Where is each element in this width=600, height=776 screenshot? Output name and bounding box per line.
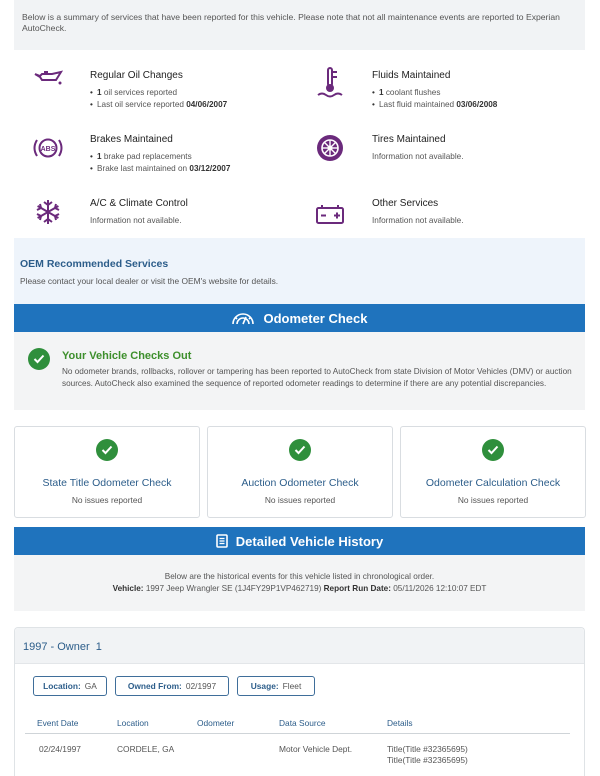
- service-lines: [90, 215, 181, 227]
- service-line: • Last oil service reported 04/06/2007: [90, 99, 227, 111]
- chip-location[interactable]: Location: GA: [33, 676, 107, 696]
- service-lines: [372, 87, 497, 111]
- service-brakes: [30, 114, 300, 174]
- banner-title: Odometer Check: [263, 310, 368, 326]
- thermometer-icon: [312, 64, 348, 100]
- service-title: Regular Oil Changes: [90, 70, 183, 81]
- service-title: Other Services: [372, 198, 439, 209]
- battery-icon: [312, 196, 348, 232]
- service-oil-changes: [30, 50, 300, 110]
- svg-text:ABS: ABS: [40, 146, 56, 153]
- card-title: Odometer Calculation Check: [425, 477, 561, 489]
- vehicle-value: 1997 Jeep Wrangler SE (1J4FY29P1VP462719): [145, 584, 322, 593]
- card-odometer-calculation: [400, 426, 586, 518]
- column-header: Location: [117, 718, 149, 728]
- checkmark-icon: [28, 348, 50, 370]
- table-row: [25, 734, 570, 774]
- service-summary-note: [14, 0, 585, 50]
- service-tires: [312, 114, 582, 174]
- column-header: Data Source: [279, 718, 326, 728]
- service-lines: [90, 151, 230, 175]
- service-line: • Brake last maintained on 03/12/2007: [90, 163, 230, 175]
- service-title: A/C & Climate Control: [90, 198, 188, 209]
- service-title: Fluids Maintained: [372, 70, 451, 81]
- detail-line: Title(Title #32365695): [387, 755, 468, 765]
- checkmark-icon: [96, 439, 118, 461]
- owner-title: 1997 - Owner 1: [23, 641, 102, 653]
- history-intro-line: Below are the historical events for this vehicle listed in chronological order.: [164, 572, 435, 581]
- service-line: • 1 coolant flushes: [372, 87, 497, 99]
- chip-usage[interactable]: Usage: Fleet: [237, 676, 315, 696]
- document-icon: [216, 534, 228, 548]
- checks-out-text: No odometer brands, rollbacks, rollover or tampering has been reported to AutoCheck from state Division of Motor Vehicles (DMV) or auction sources. AutoCheck also examined the sequence of reported odometer readings to determine if there are any potential discrepancies.: [62, 367, 572, 388]
- services-grid: [14, 50, 585, 238]
- service-lines: [90, 87, 227, 111]
- odometer-check-banner: [14, 304, 585, 332]
- service-line: • 1 oil services reported: [90, 87, 227, 99]
- oem-title: OEM Recommended Services: [20, 258, 169, 270]
- card-auction-odometer: [207, 426, 393, 518]
- card-status: No issues reported: [457, 495, 529, 505]
- tire-icon: [312, 130, 348, 166]
- chip-owned-from[interactable]: Owned From: 02/1997: [115, 676, 229, 696]
- banner-title: Detailed Vehicle History: [235, 533, 384, 549]
- service-line: • 1 brake pad replacements: [90, 151, 230, 163]
- checkmark-icon: [289, 439, 311, 461]
- abs-brake-icon: [30, 130, 66, 166]
- service-fluids: [312, 50, 582, 110]
- checkmark-icon: [482, 439, 504, 461]
- speedometer-icon: [231, 311, 255, 325]
- history-meta: [14, 583, 585, 595]
- service-title: Brakes Maintained: [90, 134, 173, 145]
- run-date-value: 05/11/2026 12:10:07 EDT: [393, 584, 487, 593]
- oem-text: Please contact your local dealer or visit the OEM's website for details.: [20, 276, 279, 286]
- cell-location: CORDELE, GA: [117, 744, 175, 754]
- service-other: [312, 178, 582, 238]
- run-date-label: Report Run Date:: [323, 584, 391, 593]
- card-status: No issues reported: [71, 495, 143, 505]
- snowflake-icon: [30, 194, 66, 230]
- owner-header[interactable]: [15, 628, 584, 664]
- column-header: Event Date: [37, 718, 79, 728]
- service-info: Information not available.: [372, 152, 464, 161]
- column-header: Odometer: [197, 718, 235, 728]
- history-intro: [14, 555, 585, 611]
- oem-recommended-services: [14, 238, 585, 304]
- detail-line: Title(Title #32365695): [387, 744, 468, 754]
- card-title: Auction Odometer Check: [241, 477, 359, 489]
- service-title: Tires Maintained: [372, 134, 446, 145]
- vehicle-label: Vehicle:: [112, 584, 144, 593]
- owner-panel: [14, 627, 585, 776]
- detailed-history-banner: [14, 527, 585, 555]
- vehicle-checks-out: [14, 332, 585, 410]
- cell-event-date: 02/24/1997: [39, 744, 81, 754]
- service-climate: [30, 178, 300, 238]
- card-state-title-odometer: [14, 426, 200, 518]
- service-lines: [372, 151, 463, 163]
- summary-text: Below is a summary of services that have been reported for this vehicle. Please note that not all maintenance events are reported to Experian AutoCheck.: [22, 12, 560, 33]
- service-info: Information not available.: [90, 216, 182, 225]
- service-lines: [372, 215, 463, 227]
- oil-can-icon: [30, 60, 66, 96]
- card-title: State Title Odometer Check: [42, 477, 172, 489]
- cell-details: [387, 744, 468, 766]
- service-info: Information not available.: [372, 216, 464, 225]
- column-header: Details: [387, 718, 413, 728]
- checks-out-title: Your Vehicle Checks Out: [62, 350, 192, 362]
- cell-data-source: Motor Vehicle Dept.: [279, 744, 353, 754]
- service-line: • Last fluid maintained 03/06/2008: [372, 99, 497, 111]
- history-table-header: [25, 710, 570, 734]
- card-status: No issues reported: [264, 495, 336, 505]
